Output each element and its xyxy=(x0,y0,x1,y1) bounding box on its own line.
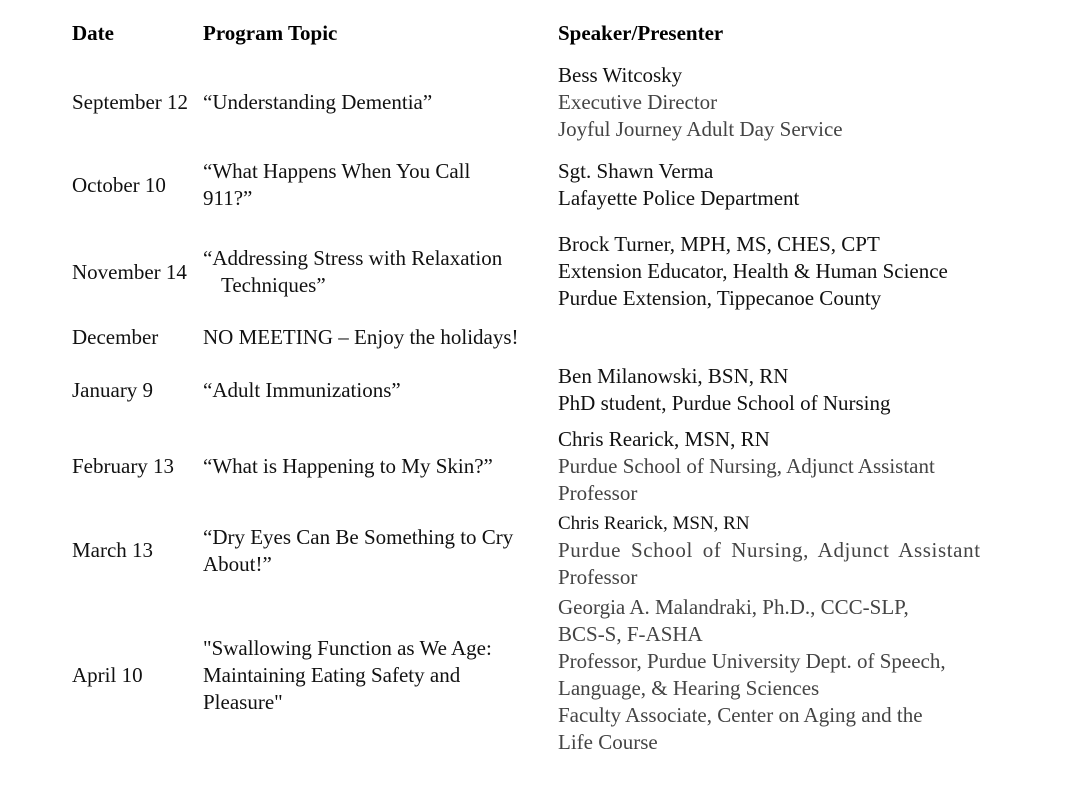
row-topic xyxy=(203,245,583,299)
row-topic xyxy=(203,635,553,716)
speaker-line: Ben Milanowski, BSN, RN xyxy=(558,364,789,388)
row-date: February 13 xyxy=(72,454,175,478)
row-topic xyxy=(203,377,553,404)
row-topic xyxy=(203,453,553,480)
speaker-line: Extension Educator, Health & Human Science xyxy=(558,259,948,283)
row-speaker xyxy=(558,426,998,507)
topic-line: NO MEETING – Enjoy the holidays! xyxy=(203,325,519,349)
speaker-line: Bess Witcosky xyxy=(558,63,683,87)
speaker-line: Professor xyxy=(558,565,638,589)
row-date: September 12 xyxy=(72,90,189,114)
row-date: November 14 xyxy=(72,260,187,284)
topic-line: “What Happens When You Call xyxy=(203,159,471,183)
speaker-line: BCS-S, F-ASHA xyxy=(558,622,703,646)
speaker-line: Professor, Purdue University Dept. of Speech, xyxy=(558,649,946,673)
topic-line: 911?” xyxy=(203,186,253,210)
topic-line: “Understanding Dementia” xyxy=(203,90,433,114)
row-topic xyxy=(203,89,553,116)
row-date: April 10 xyxy=(72,663,143,687)
speaker-line: Joyful Journey Adult Day Service xyxy=(558,117,843,141)
topic-line: Maintaining Eating Safety and xyxy=(203,663,461,687)
header-program-topic: Program Topic xyxy=(203,21,338,45)
header-speaker-presenter: Speaker/Presenter xyxy=(558,21,724,45)
speaker-line: Sgt. Shawn Verma xyxy=(558,159,714,183)
topic-line: “Addressing Stress with Relaxation xyxy=(203,246,503,270)
row-date: December xyxy=(72,325,159,349)
speaker-line: Brock Turner, MPH, MS, CHES, CPT xyxy=(558,232,880,256)
speaker-line: Lafayette Police Department xyxy=(558,186,800,210)
row-speaker xyxy=(558,594,998,756)
speaker-line: Purdue School of Nursing, Adjunct Assistant xyxy=(558,454,935,478)
row-date: October 10 xyxy=(72,173,166,197)
row-date: March 13 xyxy=(72,538,154,562)
speaker-line: Purdue Extension, Tippecanoe County xyxy=(558,286,882,310)
row-speaker xyxy=(558,62,998,143)
row-speaker xyxy=(558,510,998,591)
speaker-line: Executive Director xyxy=(558,90,718,114)
speaker-line: Chris Rearick, MSN, RN xyxy=(558,427,770,451)
speaker-line: Professor xyxy=(558,481,638,505)
header-date: Date xyxy=(72,21,114,45)
speaker-line: Language, & Hearing Sciences xyxy=(558,676,820,700)
topic-line: “Dry Eyes Can Be Something to Cry xyxy=(203,525,514,549)
row-speaker xyxy=(558,231,998,312)
speaker-line: Georgia A. Malandraki, Ph.D., CCC-SLP, xyxy=(558,595,909,619)
topic-line: “What is Happening to My Skin?” xyxy=(203,454,493,478)
topic-line: “Adult Immunizations” xyxy=(203,378,401,402)
topic-line: About!” xyxy=(203,552,272,576)
row-topic xyxy=(203,524,553,578)
speaker-line: Purdue School of Nursing, Adjunct Assistant xyxy=(558,538,981,562)
row-date: January 9 xyxy=(72,378,154,402)
row-topic xyxy=(203,158,553,212)
speaker-line: Chris Rearick, MSN, RN xyxy=(558,513,750,534)
row-topic xyxy=(203,324,583,351)
row-speaker xyxy=(558,158,998,212)
speaker-line: PhD student, Purdue School of Nursing xyxy=(558,391,891,415)
topic-line: Techniques” xyxy=(221,273,326,297)
speaker-line: Faculty Associate, Center on Aging and the xyxy=(558,703,923,727)
row-speaker xyxy=(558,363,998,417)
topic-line: "Swallowing Function as We Age: xyxy=(203,636,492,660)
topic-line: Pleasure" xyxy=(203,690,283,714)
speaker-line: Life Course xyxy=(558,730,658,754)
